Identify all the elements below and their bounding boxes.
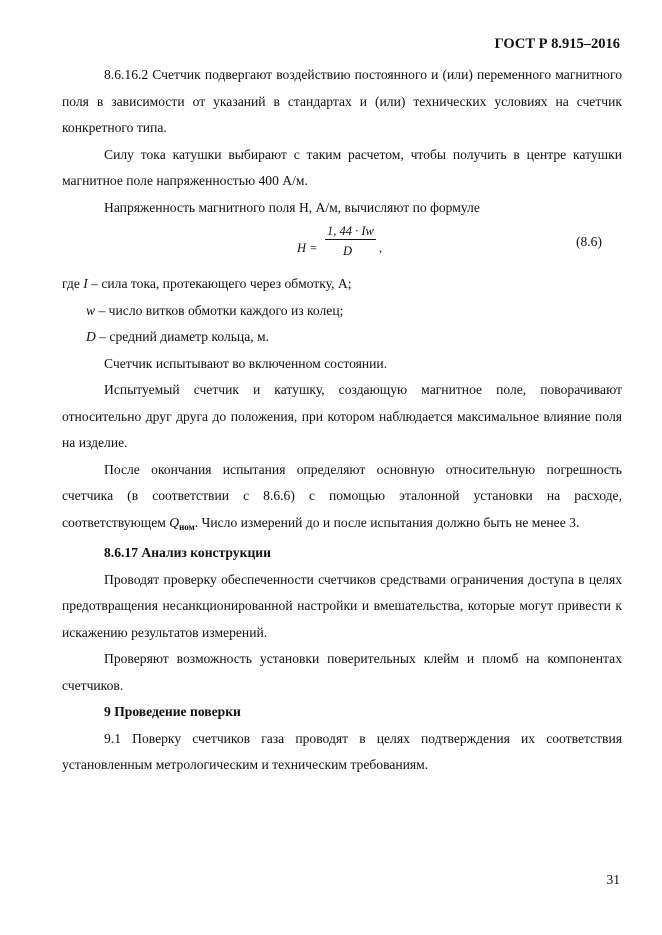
definition-turns-text: – число витков обмотки каждого из колец;	[95, 302, 344, 318]
paragraph-access-check: Проводят проверку обеспеченности счетчиков средствами ограничения доступа в целях предотвращения несанкционированной настройки и вмешательства, которые могут привести к искажению результатов измерений.	[62, 571, 622, 640]
paragraph-9-1: 9.1 Поверку счетчиков газа проводят в целях подтверждения их соответствия установленным метрологическим и техническим требованиям.	[62, 730, 622, 772]
paragraph-rotation: Испытуемый счетчик и катушку, создающую магнитное поле, поворачивают относительно друг друга до положения, при котором наблюдается максимальное влияние поля на изделие.	[62, 382, 622, 450]
formula-number: (8.6)	[575, 234, 602, 249]
paragraph-coil-current: Силу тока катушки выбирают с таким расчетом, чтобы получить в центре катушки магнитное поле напряженностью 400 А/м.	[62, 146, 622, 188]
paragraph-8-6-16-2: 8.6.16.2 Счетчик подвергают воздействию постоянного и (или) переменного магнитного поля в зависимости от указаний в стандартах и (или) технических условиях на счетчик конкретного типа.	[62, 67, 622, 135]
document-body	[62, 62, 622, 779]
heading-8-6-17: 8.6.17 Анализ конструкции	[104, 545, 271, 560]
page-number: 31	[606, 872, 620, 887]
definition-current	[62, 271, 622, 298]
definition-diameter	[62, 324, 622, 351]
paragraph-error-part-a: После окончания испытания определяют основную относительную погрешность счетчика (в соответствии с 8.6.6) с помощью эталонной установки на расходе, соответствующем	[62, 461, 622, 530]
paragraph-error-measurement	[62, 457, 622, 541]
paragraph-seals: Проверяют возможность установки поверительных клейм и пломб на компонентах счетчиков.	[62, 651, 622, 693]
paragraph-error-part-b: . Число измерений до и после испытания должно быть не менее 3.	[194, 514, 580, 530]
where-prefix: где	[62, 276, 84, 291]
formula-8-6	[62, 223, 622, 267]
formula-numerator: 1, 44 · Iw	[327, 224, 374, 238]
paragraph-formula-intro: Напряженность магнитного поля Н, А/м, вычисляют по формуле	[104, 199, 480, 215]
standard-header: ГОСТ Р 8.915–2016	[494, 36, 620, 52]
symbol-w: w	[86, 302, 96, 318]
definition-turns	[62, 298, 622, 325]
symbol-i: I	[83, 276, 88, 291]
heading-section-9: 9 Проведение поверки	[104, 704, 241, 719]
definition-diameter-text: – средний диаметр кольца, м.	[95, 329, 270, 344]
formula-comma: ,	[379, 241, 383, 255]
formula-lhs: H =	[297, 241, 318, 255]
formula-denominator: D	[343, 244, 353, 258]
definition-current-text: – сила тока, протекающего через обмотку, А;	[87, 276, 352, 291]
symbol-q: Q	[169, 514, 180, 530]
subscript-nom: ном	[179, 521, 195, 532]
paragraph-switched-on: Счетчик испытывают во включенном состоянии.	[104, 355, 388, 371]
symbol-d: D	[86, 329, 96, 344]
